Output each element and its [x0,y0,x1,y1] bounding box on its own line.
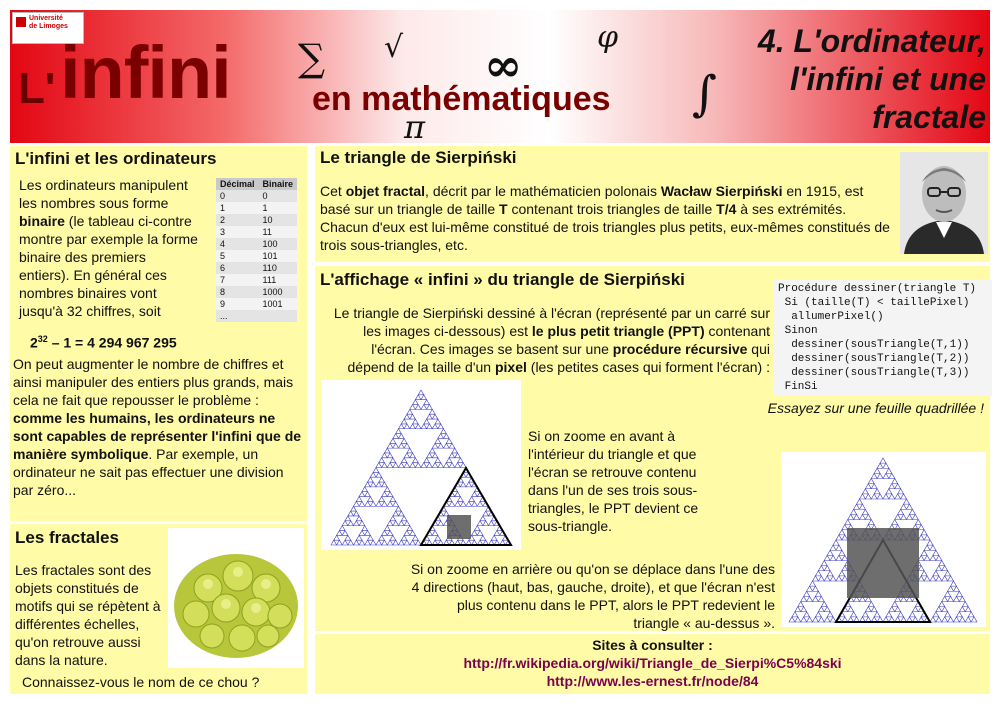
section-title-affichage: L'affichage « infini » du triangle de Sierpiński [320,270,685,289]
fractales-text: Les fractales sont des objets constitués de motifs qui se répètent à différentes échelles, qu'on retrouve aussi dans la nature. [15,562,161,668]
table-row [216,310,297,322]
table-header-binary: Binaire [259,178,298,190]
sites-title: Sites à consulter : [592,637,713,653]
cell-binary: 100 [259,238,298,250]
table-row [216,298,297,310]
sierpinski-description: Cet objet fractal, décrit par le mathématicien polonais Wacław Sierpiński en 1915, est basé sur un triangle de taille T contenant trois triangles de taille T/4 à ses extrémités. Chacun d'eux est lui-même constitué de trois triangles plus petits, eux-mêmes constitués de trois sous-triangles, etc. [320,183,890,253]
cell-binary: 101 [259,250,298,262]
cell-binary: 111 [259,274,298,286]
link-wikipedia[interactable]: http://fr.wikipedia.org/wiki/Triangle_de_Sierpi%C5%84ski [463,655,842,671]
romanesco-image [168,528,304,668]
link-les-ernest[interactable]: http://www.les-ernest.fr/node/84 [546,673,759,689]
cell-binary: 1 [259,202,298,214]
screen-square [447,515,471,539]
table-row [216,286,297,298]
ordinateurs-paragraph-1: Les ordinateurs manipulent les nombres sous forme binaire (le tableau ci-contre montre par exemple la forme binaire des premiers entiers). En général ces nombres binaires vont jusqu'à 32 chiffres, soit [19,177,198,319]
binary-formula: $2^{32} - 1 = 4$ 294 967 295 [30,334,177,351]
sierpinski-zoom-out-image [781,452,986,627]
cell-decimal: 5 [216,250,259,262]
cell-decimal: 7 [216,274,259,286]
zoom-in-text: Si on zoome en avant à l'intérieur du triangle et que l'écran se retrouve contenu dans l'un de ses trois sous-triangles, le PPT devient ce sous-triangle. [528,428,699,534]
chou-question: Connaissez-vous le nom de ce chou ? [22,674,260,690]
cell-binary: 0 [259,190,298,202]
cell-binary: 110 [259,262,298,274]
table-row [216,214,297,226]
affichage-paragraph: Le triangle de Sierpiński dessiné à l'écran (représenté par un carré sur les images ci-dessous) est le plus petit triangle (PPT) contenant l'écran. Ces images se basent sur une procédure récursive qui dépend de la taille d'un pixel (les petites cases qui forment l'écran) : [333,305,770,375]
sigma-symbol: ∑ [298,36,326,80]
logo-line2: de Limoges [29,23,68,30]
cell-binary: 1001 [259,298,298,310]
table-header-decimal: Décimal [216,178,259,190]
try-quadrille-text: Essayez sur une feuille quadrillée ! [767,400,984,416]
section-title-sierpinski: Le triangle de Sierpiński [320,148,517,167]
logo-line1: Université [29,15,63,22]
zoom-out-text: Si on zoome en arrière ou qu'on se déplace dans l'une des 4 directions (haut, bas, gauche, droite), et que l'écran n'est plus contenu dans le PPT, alors le PPT redevient le triangle « au-dessus ». [410,561,775,631]
logo-mark-icon [16,17,26,27]
cell-binary: 1000 [259,286,298,298]
title-infini: infini [60,31,231,114]
screen-square [847,528,919,598]
chapter-title: 4. L'ordinateur, l'infini et une fractale [757,23,986,135]
cell-decimal: 6 [216,262,259,274]
cell-decimal: 8 [216,286,259,298]
table-row [216,274,297,286]
sqrt-symbol: √ [384,30,404,65]
recursive-procedure-code: Procédure dessiner(triangle T) Si (taille(T) < taillePixel) allumerPixel() Sinon dessiner(sousTriangle(T,1)) dessiner(sousTriangle(T,2)) dessiner(sousTriangle(T,3)) FinSi [774,280,992,396]
cell-decimal: 3 [216,226,259,238]
section-title-fractales: Les fractales [15,528,119,547]
section-title-ordinateurs: L'infini et les ordinateurs [15,149,217,168]
sierpinski-zoom-in-image [321,380,521,550]
cell-decimal: 4 [216,238,259,250]
table-row [216,190,297,202]
table-row [216,202,297,214]
pi-symbol: π [404,108,426,146]
cell-binary: 10 [259,214,298,226]
cell-decimal: 2 [216,214,259,226]
title-prefix: L' [18,64,56,113]
table-row [216,262,297,274]
cell-decimal: 1 [216,202,259,214]
infinity-symbol: ∞ [484,38,523,92]
table-row [216,238,297,250]
cell-binary: 11 [259,226,298,238]
sites-block [315,636,990,690]
ordinateurs-paragraph-2: On peut augmenter le nombre de chiffres et ainsi manipuler des entiers plus grands, mais cela ne fait que repousser le problème : comme les humains, les ordinateurs ne sont capables de représenter l'infini que de manière symbolique. Par exemple, un ordinateur ne sait pas effectuer une division par zéro... [13,356,302,498]
cell-decimal: ... [216,310,259,322]
cell-binary [259,310,298,322]
cell-decimal: 9 [216,298,259,310]
phi-symbol: φ [597,20,619,55]
cell-decimal: 0 [216,190,259,202]
sierpinski-portrait [900,152,988,254]
integral-symbol: ∫ [692,66,718,122]
table-row [216,250,297,262]
subtitle: en mathématiques [312,80,611,118]
table-row [216,226,297,238]
binary-table [216,178,297,322]
